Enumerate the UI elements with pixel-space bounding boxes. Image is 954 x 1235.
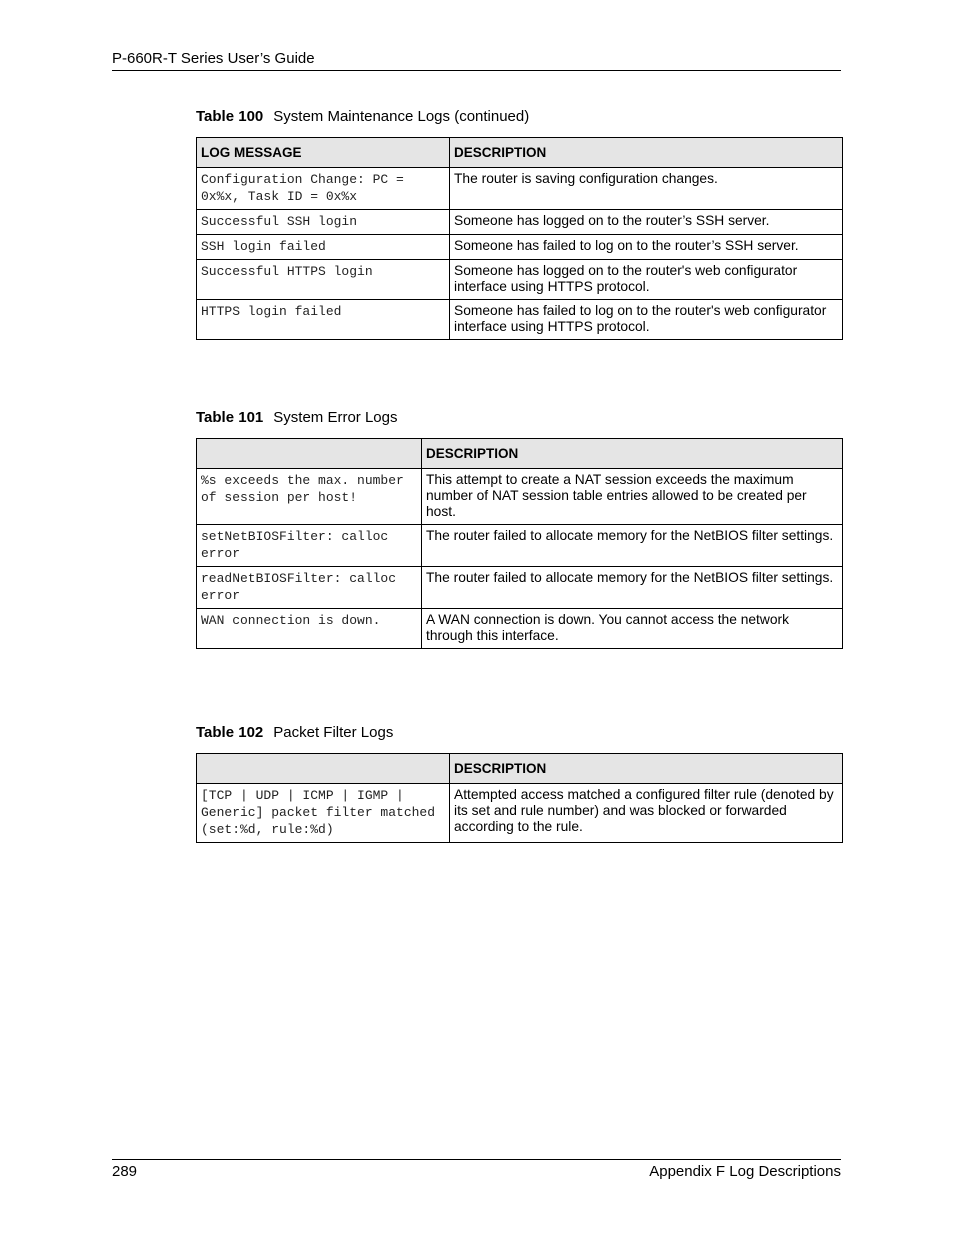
page-number: 289: [112, 1163, 138, 1180]
log-description: Someone has logged on to the router’s SSH server.: [450, 210, 843, 235]
table-row: [197, 260, 843, 300]
log-description: The router failed to allocate memory for the NetBIOS filter settings.: [422, 525, 843, 567]
column-header-description: DESCRIPTION: [422, 439, 843, 469]
table-row: [197, 784, 843, 843]
page-footer: [112, 1159, 841, 1181]
log-description: The router is saving configuration changes.: [450, 168, 843, 210]
log-description: Someone has failed to log on to the router’s SSH server.: [450, 235, 843, 260]
log-message: setNetBIOSFilter: calloc error: [197, 525, 422, 567]
table-row: [197, 300, 843, 340]
log-description: This attempt to create a NAT session exceeds the maximum number of NAT session table entries allowed to be created per host.: [422, 469, 843, 525]
table-row: [197, 469, 843, 525]
column-header-description: DESCRIPTION: [450, 138, 843, 168]
table-title: System Error Logs: [273, 409, 398, 426]
table-row: [197, 210, 843, 235]
table-row: [197, 567, 843, 609]
table-row: [197, 235, 843, 260]
table-row: [197, 525, 843, 567]
table-102: [196, 753, 843, 843]
table-header-row: [197, 439, 843, 469]
table-header-row: [197, 138, 843, 168]
log-description: The router failed to allocate memory for the NetBIOS filter settings.: [422, 567, 843, 609]
table-label: Table 101: [196, 409, 264, 426]
page-header: [112, 50, 841, 71]
table-title: System Maintenance Logs (continued): [273, 108, 530, 125]
log-description: A WAN connection is down. You cannot access the network through this interface.: [422, 609, 843, 649]
table-102-caption: [196, 724, 393, 742]
table-101-caption: [196, 409, 397, 427]
log-message: readNetBIOSFilter: calloc error: [197, 567, 422, 609]
log-description: Someone has failed to log on to the router's web configurator interface using HTTPS protocol.: [450, 300, 843, 340]
table-row: [197, 168, 843, 210]
table-row: [197, 609, 843, 649]
table-100-caption: [196, 108, 529, 126]
column-header-description: DESCRIPTION: [450, 754, 843, 784]
column-header-log-message: LOG MESSAGE: [197, 138, 450, 168]
section-title: Appendix F Log Descriptions: [649, 1163, 841, 1180]
table-label: Table 102: [196, 724, 264, 741]
log-message: SSH login failed: [197, 235, 450, 260]
guide-title: P-660R-T Series User’s Guide: [112, 50, 315, 67]
table-header-row: [197, 754, 843, 784]
column-header-log-message: [197, 754, 450, 784]
log-description: Attempted access matched a configured filter rule (denoted by its set and rule number) and was blocked or forwarded according to the rule.: [450, 784, 843, 843]
log-message: WAN connection is down.: [197, 609, 422, 649]
log-message: %s exceeds the max. number of session per host!: [197, 469, 422, 525]
log-message: HTTPS login failed: [197, 300, 450, 340]
log-message: [TCP | UDP | ICMP | IGMP | Generic] packet filter matched (set:%d, rule:%d): [197, 784, 450, 843]
table-title: Packet Filter Logs: [273, 724, 394, 741]
log-message: Successful SSH login: [197, 210, 450, 235]
log-description: Someone has logged on to the router's web configurator interface using HTTPS protocol.: [450, 260, 843, 300]
log-message: Successful HTTPS login: [197, 260, 450, 300]
table-label: Table 100: [196, 108, 264, 125]
column-header-log-message: [197, 439, 422, 469]
table-100: [196, 137, 843, 340]
log-message: Configuration Change: PC = 0x%x, Task ID = 0x%x: [197, 168, 450, 210]
table-101: [196, 438, 843, 649]
